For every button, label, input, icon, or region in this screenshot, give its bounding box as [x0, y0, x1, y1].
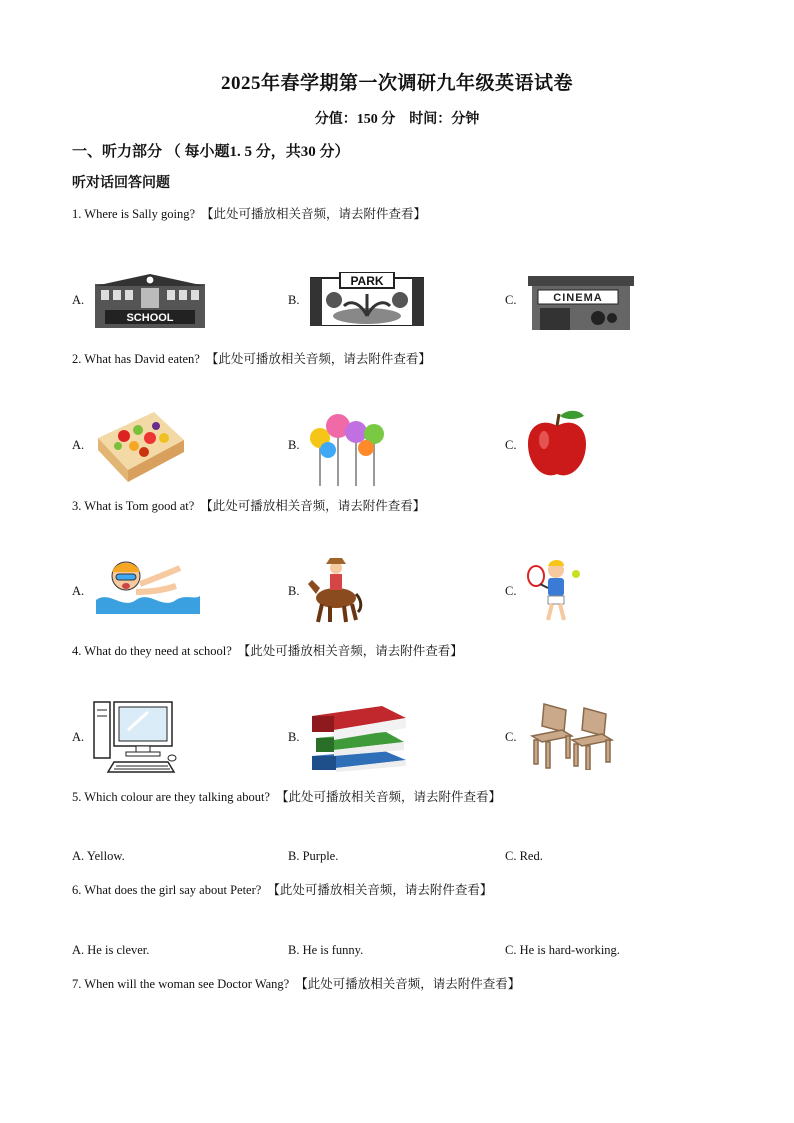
school-building-icon[interactable]: [95, 272, 205, 328]
option-text: Yellow.: [86, 849, 125, 863]
option-text: He is funny.: [302, 943, 364, 957]
option-label: B.: [288, 584, 300, 598]
score-info: 分值：150 分: [314, 112, 396, 127]
cinema-sign: CINEMA: [553, 292, 603, 304]
exam-info: [0, 108, 794, 128]
question-3: [72, 496, 425, 514]
audio-note[interactable]: 【此处可播放相关音频，请去附件查看】: [237, 643, 463, 658]
option-label: C.: [505, 584, 517, 598]
chairs-icon[interactable]: [526, 700, 618, 770]
option-label: A.: [72, 849, 85, 863]
option-label: B.: [288, 943, 300, 957]
question-stem: 2. What has David eaten?: [72, 352, 200, 366]
fruit-cake-icon[interactable]: [94, 408, 186, 482]
audio-note[interactable]: 【此处可播放相关音频，请去附件查看】: [200, 498, 426, 513]
question-stem: 1. Where is Sally going?: [72, 207, 196, 221]
option-text: Purple.: [302, 849, 339, 863]
page-title: 2025年春学期第一次调研九年级英语试卷: [220, 73, 573, 94]
question-6: [72, 880, 492, 898]
red-apple-icon[interactable]: [526, 408, 588, 480]
audio-note[interactable]: 【此处可播放相关音频，请去附件查看】: [295, 976, 521, 991]
option-label: B.: [288, 438, 300, 452]
question-stem: 7. When will the woman see Doctor Wang?: [72, 977, 290, 991]
option-label: A.: [72, 730, 85, 744]
question-5: [72, 787, 501, 805]
books-stack-icon[interactable]: [308, 700, 408, 772]
option-text: He is hard-working.: [519, 943, 620, 957]
horse-rider-icon[interactable]: [306, 554, 364, 624]
option-b[interactable]: [288, 943, 363, 958]
subsection-heading: 听对话回答问题: [72, 176, 170, 191]
option-label: C.: [505, 943, 517, 957]
question-4: [72, 641, 463, 659]
option-label: C.: [505, 293, 517, 307]
option-label: A.: [72, 943, 85, 957]
option-label: A.: [72, 584, 85, 598]
question-7: [72, 974, 520, 992]
question-stem: 5. Which colour are they talking about?: [72, 790, 270, 804]
park-gate-icon[interactable]: [310, 272, 424, 326]
question-1: [72, 204, 426, 222]
option-label: B.: [288, 849, 300, 863]
question-stem: 4. What do they need at school?: [72, 644, 232, 658]
option-text: Red.: [519, 849, 543, 863]
option-text: He is clever.: [87, 943, 150, 957]
tennis-player-icon[interactable]: [526, 556, 582, 624]
option-label: C.: [505, 730, 517, 744]
option-c[interactable]: [505, 849, 543, 864]
question-2: [72, 349, 431, 367]
option-b[interactable]: [288, 849, 338, 864]
lollipops-icon[interactable]: [308, 408, 388, 486]
audio-note[interactable]: 【此处可播放相关音频，请去附件查看】: [205, 351, 431, 366]
option-label: B.: [288, 730, 300, 744]
option-label: A.: [72, 293, 85, 307]
option-label: B.: [288, 293, 300, 307]
option-a[interactable]: [72, 943, 149, 958]
option-c[interactable]: [505, 943, 620, 958]
computer-icon[interactable]: [88, 700, 178, 774]
section-heading: 一、听力部分 （ 每小题1. 5 分，共30 分）: [72, 144, 350, 160]
audio-note[interactable]: 【此处可播放相关音频，请去附件查看】: [275, 789, 501, 804]
audio-note[interactable]: 【此处可播放相关音频，请去附件查看】: [267, 882, 493, 897]
time-info: 时间：分钟: [409, 112, 480, 127]
swimmer-icon[interactable]: [96, 556, 200, 614]
option-label: A.: [72, 438, 85, 452]
school-sign: SCHOOL: [126, 312, 174, 324]
audio-note[interactable]: 【此处可播放相关音频，请去附件查看】: [201, 206, 427, 221]
cinema-building-icon[interactable]: [528, 276, 634, 330]
option-a[interactable]: [72, 849, 125, 864]
option-label: C.: [505, 438, 517, 452]
question-stem: 3. What is Tom good at?: [72, 499, 195, 513]
question-stem: 6. What does the girl say about Peter?: [72, 883, 262, 897]
option-label: C.: [505, 849, 517, 863]
park-sign: PARK: [350, 274, 384, 288]
